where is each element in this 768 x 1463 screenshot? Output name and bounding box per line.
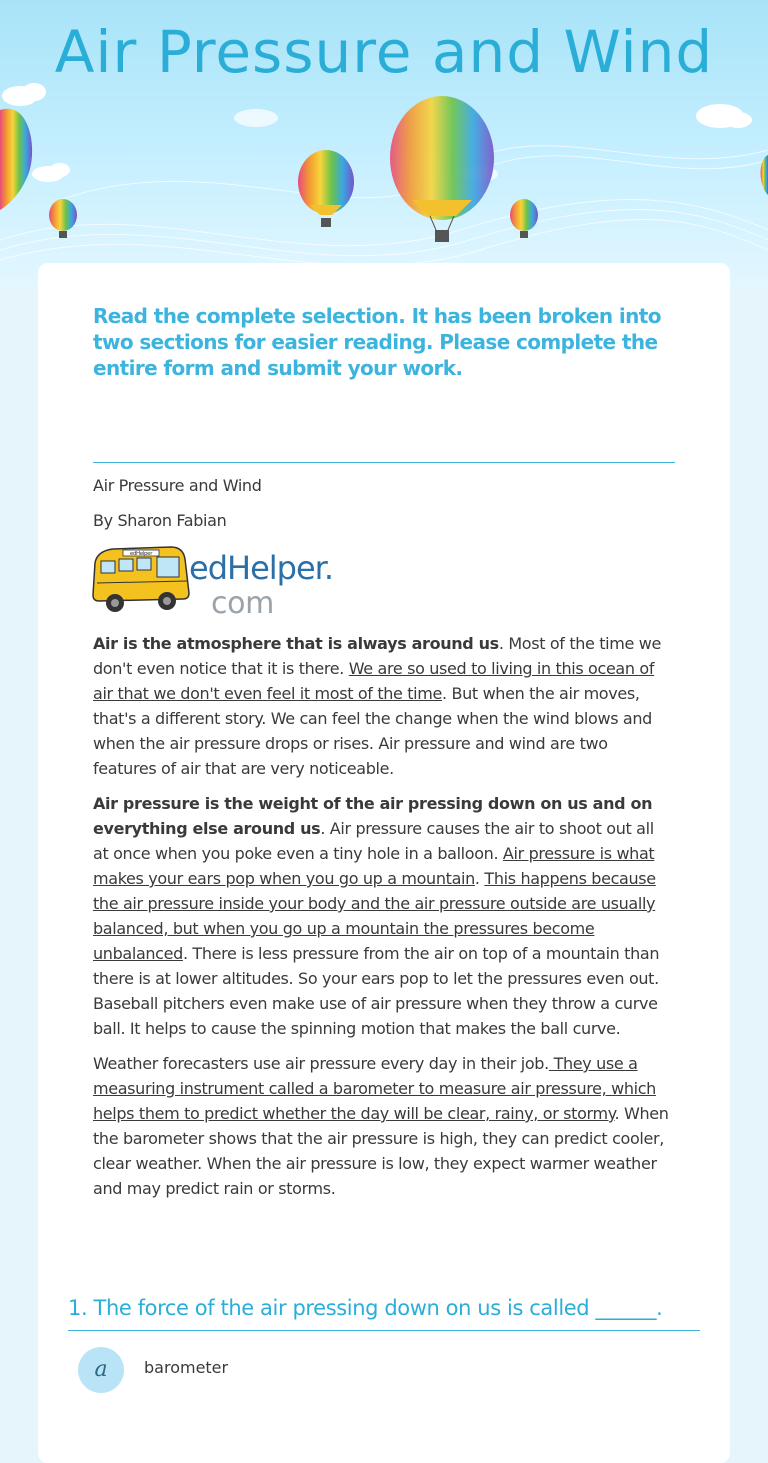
logo-wordmark: edHelper. [189, 549, 334, 587]
paragraph-segment: Weather forecasters use air pressure every day in their job. [93, 1054, 549, 1073]
passage-byline: By Sharon Fabian [93, 511, 227, 530]
edhelper-logo [93, 543, 334, 621]
section-divider [93, 462, 675, 463]
option-letter-badge[interactable]: a [78, 1347, 124, 1393]
paragraph-segment: . There is less pressure from the air on top of a mountain than there is at lower altitudes. So your ears pop to let the pressures even out. Baseball pitchers even make use of air pressure when they throw a curve ball. It helps to cause the spinning motion that makes the ball curve. [93, 944, 660, 1038]
passage-paragraph [93, 791, 671, 1041]
paragraph-segment: . But when the air moves, that's a different story. We can feel the change when the wind blows and when the air pressure drops or rises. Air pressure and wind are two features of air that are very noticeable. [93, 684, 652, 778]
paragraph-segment: Air pressure is the weight of the air pressing down on us and on everything else around us [93, 794, 653, 838]
bus-label: edHelper [129, 551, 153, 557]
passage-paragraph [93, 631, 671, 781]
paragraph-segment: . Most of the time we don't even notice that it is there. [93, 634, 661, 678]
paragraph-segment: Air is the atmosphere that is always around us [93, 634, 499, 653]
paragraph-segment: This happens because the air pressure inside your body and the air pressure outside are usually balanced, but when you go up a mountain the pressures become unbalanced [93, 869, 656, 963]
paragraph-segment: Air pressure is what makes your ears pop when you go up a mountain [93, 844, 655, 888]
paragraph-segment: They use a measuring instrument called a barometer to measure air pressure, which helps them to predict whether the day will be clear, rainy, or stormy [93, 1054, 656, 1123]
answer-option-a[interactable] [78, 1347, 678, 1397]
passage-title: Air Pressure and Wind [93, 476, 262, 495]
instructions-text: Read the complete selection. It has been broken into two sections for easier reading. Please complete the entire form and submit your work. [93, 304, 661, 380]
paragraph-segment: . [474, 869, 485, 888]
reading-passage [93, 473, 671, 1211]
worksheet-card [38, 263, 730, 1463]
header-banner [0, 0, 768, 288]
question-divider [68, 1330, 700, 1331]
passage-paragraph [93, 1051, 671, 1201]
paragraph-segment: . When the barometer shows that the air pressure is high, they can predict cooler, clear weather. When the air pressure is low, they expect warmer weather and may predict rain or storms. [93, 1104, 669, 1198]
paragraph-segment: . Air pressure causes the air to shoot out all at once when you poke even a tiny hole in a balloon. [93, 819, 654, 863]
page-title: Air Pressure and Wind [54, 18, 714, 86]
logo-wordmark-domain: com [211, 586, 275, 621]
option-label[interactable]: barometer [144, 1358, 229, 1377]
question-1-text: 1. The force of the air pressing down on us is called ______. [68, 1296, 663, 1320]
paragraph-segment: We are so used to living in this ocean of air that we don't even feel it most of the time [93, 659, 655, 703]
